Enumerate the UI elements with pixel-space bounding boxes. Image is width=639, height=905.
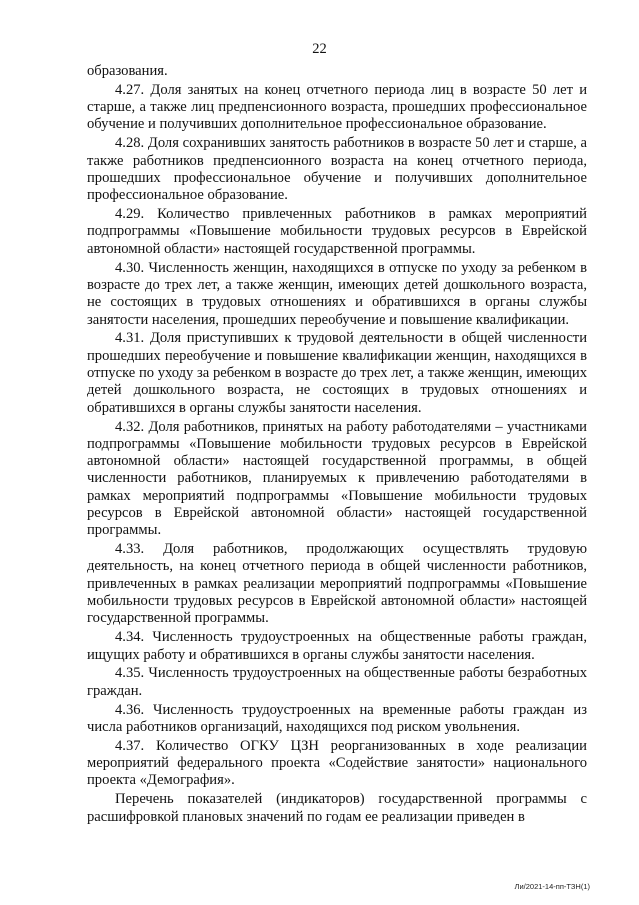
paragraph-4-28: 4.28. Доля сохранивших занятость работников в возрасте 50 лет и старше, а также работников предпенсионного возраста на конец отчетного периода, прошедших профессиональное обучение и получивших дополнительное профессиональное образование.	[87, 135, 587, 204]
paragraph-4-29: 4.29. Количество привлеченных работников в рамках мероприятий подпрограммы «Повышение мобильности трудовых ресурсов в Еврейской автономной области» настоящей государственной программы.	[87, 206, 587, 257]
paragraph-4-36: 4.36. Численность трудоустроенных на временные работы граждан из числа работников организаций, находящихся под риском увольнения.	[87, 701, 587, 735]
paragraph-4-27: 4.27. Доля занятых на конец отчетного периода лиц в возрасте 50 лет и старше, а также лиц предпенсионного возраста, прошедших профессиональное обучение и получивших дополнительное профессиональное образование.	[87, 81, 587, 133]
paragraph-indicators-list: Перечень показателей (индикаторов) государственной программы с расшифровкой плановых значений по годам ее реализации приведен в	[87, 791, 587, 825]
document-body	[87, 63, 587, 827]
paragraph-4-35: 4.35. Численность трудоустроенных на общественные работы безработных граждан.	[87, 665, 587, 699]
paragraph-4-34: 4.34. Численность трудоустроенных на общественные работы граждан, ищущих работу и обратившихся в органы службы занятости населения.	[87, 629, 587, 663]
paragraph-4-33: 4.33. Доля работников, продолжающих осуществлять трудовую деятельность, на конец отчетного периода в общей численности работников, привлеченных в рамках реализации мероприятий подпрограммы «Повышение мобильности трудовых ресурсов в Еврейской автономной области» настоящей государственной программы.	[87, 541, 587, 627]
document-code: Ли/2021-14-пп-ТЗН(1)	[514, 882, 590, 891]
paragraph-4-32: 4.32. Доля работников, принятых на работу работодателями – участниками подпрограммы «Повышение мобильности трудовых ресурсов в Еврейской автономной области» настоящей государственной программы, в общей численности работников, планируемых к привлечению работодателями в рамках мероприятий подпрограммы «Повышение мобильности трудовых ресурсов в Еврейской автономной области» настоящей государственной программы.	[87, 418, 587, 539]
paragraph-4-31: 4.31. Доля приступивших к трудовой деятельности в общей численности прошедших переобучение и повышение квалификации женщин, находящихся в отпуске по уходу за ребенком в возрасте до трех лет, а также женщин, имеющих детей дошкольного возраста, не состоящих в трудовых отношениях и обратившихся в органы службы занятости населения.	[87, 330, 587, 416]
paragraph-4-37: 4.37. Количество ОГКУ ЦЗН реорганизованных в ходе реализации мероприятий федерального проекта «Содействие занятости» национального проекта «Демография».	[87, 737, 587, 789]
page-number: 22	[312, 41, 327, 57]
paragraph-continuation: образования.	[87, 63, 168, 79]
paragraph-4-30: 4.30. Численность женщин, находящихся в отпуске по уходу за ребенком в возрасте до трех лет, а также женщин, имеющих детей дошкольного возраста, не состоящих в трудовых отношениях и обратившихся в органы службы занятости населения, прошедших переобучение и повышение квалификации.	[87, 259, 587, 328]
